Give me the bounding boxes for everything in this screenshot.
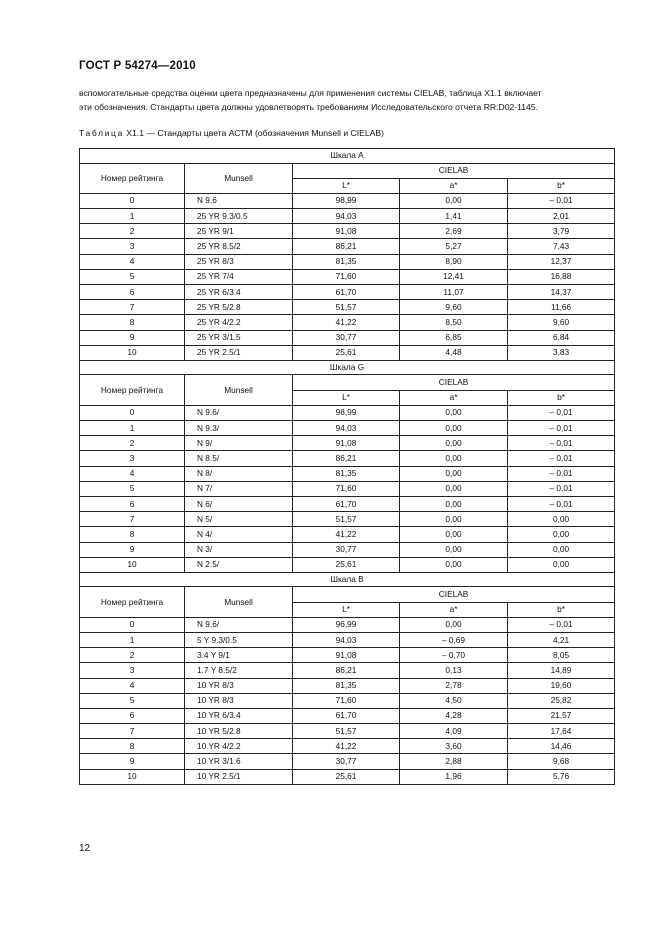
cell-rating: 3 [80,239,185,254]
cell-a: – 0,70 [400,648,508,663]
cell-munsell: 1.7 Y 8.5/2 [185,663,293,678]
cell-rating: 6 [80,285,185,300]
cell-a: 8,50 [400,315,508,330]
cell-rating: 4 [80,678,185,693]
column-header-cielab: CIELAB [293,163,615,178]
cell-l: 30,77 [293,754,400,769]
cell-l: 41,22 [293,739,400,754]
scale-title: Шкала A [80,149,615,164]
cell-munsell: 10 YR 6/3.4 [185,708,293,723]
cell-a: 4,28 [400,708,508,723]
header-row [80,587,615,602]
cell-b: – 0,01 [508,436,615,451]
cell-rating: 6 [80,496,185,511]
cell-a: 0,00 [400,466,508,481]
column-header-munsell: Munsell [185,163,293,193]
table-row [80,345,615,360]
cell-b: – 0,01 [508,617,615,632]
cell-rating: 2 [80,436,185,451]
cell-a: 9,60 [400,300,508,315]
cell-munsell: N 9.6/ [185,617,293,632]
cell-munsell: 25 YR 9.3/0.5 [185,209,293,224]
cell-rating: 3 [80,451,185,466]
cell-munsell: N 9.3/ [185,421,293,436]
table-row [80,421,615,436]
scale-title: Шкала G [80,360,615,375]
cell-a: 4,09 [400,724,508,739]
cell-a: 8,90 [400,254,508,269]
table-row [80,527,615,542]
column-header-rating: Номер рейтинга [80,587,185,617]
cell-l: 30,77 [293,330,400,345]
table-row [80,436,615,451]
cell-rating: 0 [80,405,185,420]
cell-munsell: 10 YR 3/1.6 [185,754,293,769]
column-header-munsell: Munsell [185,375,293,405]
table-row [80,254,615,269]
table-row [80,315,615,330]
cell-b: 9,68 [508,754,615,769]
table-row [80,269,615,284]
cell-rating: 10 [80,345,185,360]
table-row [80,512,615,527]
cell-b: 7,43 [508,239,615,254]
cell-l: 98,99 [293,193,400,208]
cell-b: 19,60 [508,678,615,693]
table-row [80,542,615,557]
cell-rating: 8 [80,527,185,542]
cell-rating: 7 [80,512,185,527]
cell-a: 1,96 [400,769,508,784]
cell-l: 71,60 [293,269,400,284]
table-row [80,754,615,769]
column-header-a: a* [400,390,508,405]
cell-rating: 4 [80,254,185,269]
cell-l: 94,03 [293,421,400,436]
cell-a: 0,00 [400,405,508,420]
cell-b: 0,00 [508,527,615,542]
cell-munsell: 25 YR 3/1.5 [185,330,293,345]
column-header-l: L* [293,602,400,617]
scale-title-row [80,572,615,587]
cell-rating: 9 [80,542,185,557]
cell-b: – 0,01 [508,496,615,511]
cell-b: 3,83 [508,345,615,360]
cell-b: 8,05 [508,648,615,663]
cell-munsell: 3.4 Y 9/1 [185,648,293,663]
table-row [80,285,615,300]
cell-a: 0,00 [400,496,508,511]
cell-munsell: 25 YR 4/2.2 [185,315,293,330]
cell-rating: 8 [80,315,185,330]
cell-b: 25,82 [508,693,615,708]
cell-rating: 0 [80,617,185,632]
column-header-a: a* [400,602,508,617]
cell-a: 0,00 [400,421,508,436]
column-header-a: a* [400,178,508,193]
table-row [80,239,615,254]
cell-l: 81,35 [293,466,400,481]
cell-a: – 0,69 [400,632,508,647]
cell-rating: 5 [80,481,185,496]
cell-a: 6,85 [400,330,508,345]
cell-rating: 1 [80,421,185,436]
cell-munsell: 5 Y 9.3/0.5 [185,632,293,647]
header-row [80,375,615,390]
cell-rating: 6 [80,708,185,723]
cell-b: 4,21 [508,632,615,647]
document-header: ГОСТ Р 54274—2010 [79,60,196,72]
cell-l: 51,57 [293,300,400,315]
cell-b: – 0,01 [508,451,615,466]
cell-rating: 9 [80,330,185,345]
cell-rating: 9 [80,754,185,769]
table-body [80,149,615,785]
cell-b: 14,37 [508,285,615,300]
page-number: 12 [79,843,91,854]
cell-a: 11,07 [400,285,508,300]
cell-l: 30,77 [293,542,400,557]
cell-b: 11,66 [508,300,615,315]
cell-l: 25,61 [293,557,400,572]
cell-l: 71,60 [293,481,400,496]
column-header-rating: Номер рейтинга [80,375,185,405]
cell-l: 51,57 [293,724,400,739]
cell-b: 0,00 [508,542,615,557]
cell-a: 0,00 [400,436,508,451]
cell-rating: 2 [80,224,185,239]
cell-l: 51,57 [293,512,400,527]
scale-title: Шкала B [80,572,615,587]
cell-l: 25,61 [293,345,400,360]
cell-munsell: 25 YR 9/1 [185,224,293,239]
cell-rating: 5 [80,269,185,284]
table-row [80,481,615,496]
cell-b: 5,76 [508,769,615,784]
cell-b: 2,01 [508,209,615,224]
cell-munsell: 10 YR 5/2.8 [185,724,293,739]
header-row [80,163,615,178]
cell-l: 86,21 [293,663,400,678]
cell-munsell: 25 YR 5/2.8 [185,300,293,315]
cell-a: 2,78 [400,678,508,693]
column-header-b: b* [508,178,615,193]
cell-munsell: N 9/ [185,436,293,451]
table-row [80,224,615,239]
cell-munsell: N 7/ [185,481,293,496]
cell-l: 98,99 [293,405,400,420]
cell-l: 61,70 [293,708,400,723]
column-header-munsell: Munsell [185,587,293,617]
cell-munsell: 10 YR 8/3 [185,693,293,708]
cell-rating: 10 [80,769,185,784]
table-row [80,632,615,647]
cell-a: 0,00 [400,542,508,557]
table-row [80,663,615,678]
table-row [80,193,615,208]
color-standards-table [79,148,615,785]
cell-rating: 4 [80,466,185,481]
table-caption [79,128,384,138]
cell-b: – 0,01 [508,421,615,436]
cell-a: 4,48 [400,345,508,360]
cell-munsell: N 9.6/ [185,405,293,420]
cell-a: 0,00 [400,512,508,527]
table-row [80,466,615,481]
cell-l: 61,70 [293,496,400,511]
column-header-cielab: CIELAB [293,375,615,390]
cell-l: 41,22 [293,527,400,542]
cell-l: 71,60 [293,693,400,708]
cell-munsell: 25 YR 2.5/1 [185,345,293,360]
cell-rating: 7 [80,300,185,315]
cell-l: 91,08 [293,648,400,663]
cell-a: 0,00 [400,527,508,542]
table-row [80,300,615,315]
cell-a: 0,13 [400,663,508,678]
cell-munsell: N 9.6 [185,193,293,208]
cell-munsell: N 8.5/ [185,451,293,466]
cell-b: – 0,01 [508,405,615,420]
table-row [80,739,615,754]
intro-paragraph [79,86,615,114]
table-row [80,330,615,345]
table-row [80,557,615,572]
cell-munsell: 10 YR 2.5/1 [185,769,293,784]
cell-munsell: N 6/ [185,496,293,511]
cell-a: 0,00 [400,481,508,496]
cell-a: 1,41 [400,209,508,224]
cell-munsell: N 8/ [185,466,293,481]
cell-munsell: N 3/ [185,542,293,557]
cell-munsell: 10 YR 4/2.2 [185,739,293,754]
cell-b: 6,84 [508,330,615,345]
table-row [80,496,615,511]
cell-l: 41,22 [293,315,400,330]
cell-rating: 7 [80,724,185,739]
column-header-cielab: CIELAB [293,587,615,602]
cell-munsell: N 4/ [185,527,293,542]
cell-munsell: 25 YR 8/3 [185,254,293,269]
table-caption-prefix: Таблица [79,128,124,138]
cell-munsell: N 2.5/ [185,557,293,572]
table-row [80,209,615,224]
cell-munsell: N 5/ [185,512,293,527]
cell-l: 86,21 [293,239,400,254]
table-row [80,617,615,632]
cell-l: 94,03 [293,632,400,647]
cell-a: 0,00 [400,193,508,208]
cell-b: 14,89 [508,663,615,678]
cell-l: 94,03 [293,209,400,224]
table-row [80,405,615,420]
cell-l: 81,35 [293,678,400,693]
table-row [80,648,615,663]
cell-b: – 0,01 [508,466,615,481]
table-row [80,678,615,693]
cell-a: 0,00 [400,557,508,572]
table-row [80,769,615,784]
cell-b: – 0,01 [508,481,615,496]
intro-line-1: вспомогательные средства оценки цвета предназначены для применения системы CIELAB, таблица X1.1 включает [79,88,542,98]
cell-b: 3,79 [508,224,615,239]
cell-a: 0,00 [400,617,508,632]
cell-rating: 0 [80,193,185,208]
cell-b: 16,88 [508,269,615,284]
cell-rating: 10 [80,557,185,572]
cell-a: 4,50 [400,693,508,708]
table-row [80,724,615,739]
cell-munsell: 25 YR 7/4 [185,269,293,284]
column-header-b: b* [508,390,615,405]
cell-b: 0,00 [508,512,615,527]
cell-l: 91,08 [293,224,400,239]
cell-a: 3,60 [400,739,508,754]
column-header-rating: Номер рейтинга [80,163,185,193]
cell-b: 21,57 [508,708,615,723]
cell-a: 0,00 [400,451,508,466]
cell-rating: 1 [80,209,185,224]
cell-rating: 5 [80,693,185,708]
cell-rating: 2 [80,648,185,663]
cell-rating: 1 [80,632,185,647]
cell-l: 86,21 [293,451,400,466]
cell-l: 61,70 [293,285,400,300]
cell-a: 2,69 [400,224,508,239]
cell-munsell: 10 YR 8/3 [185,678,293,693]
table-row [80,451,615,466]
scale-title-row [80,149,615,164]
cell-b: 14,46 [508,739,615,754]
column-header-l: L* [293,390,400,405]
table-caption-text: X1.1 — Стандарты цвета АСТМ (обозначения Munsell и CIELAB) [123,128,384,138]
cell-a: 12,41 [400,269,508,284]
column-header-b: b* [508,602,615,617]
cell-rating: 8 [80,739,185,754]
cell-b: 12,37 [508,254,615,269]
table-row [80,708,615,723]
cell-b: – 0,01 [508,193,615,208]
column-header-l: L* [293,178,400,193]
cell-l: 25,61 [293,769,400,784]
intro-line-2: эти обозначения. Стандарты цвета должны удовлетворять требованиям Исследовательского отчета RR:D02-1145. [79,102,538,112]
cell-b: 0,00 [508,557,615,572]
cell-l: 96,99 [293,617,400,632]
cell-munsell: 25 YR 6/3.4 [185,285,293,300]
cell-rating: 3 [80,663,185,678]
table-row [80,693,615,708]
cell-munsell: 25 YR 8.5/2 [185,239,293,254]
cell-l: 81,35 [293,254,400,269]
cell-b: 9,60 [508,315,615,330]
cell-l: 91,08 [293,436,400,451]
cell-b: 17,64 [508,724,615,739]
cell-a: 5,27 [400,239,508,254]
cell-a: 2,88 [400,754,508,769]
scale-title-row [80,360,615,375]
